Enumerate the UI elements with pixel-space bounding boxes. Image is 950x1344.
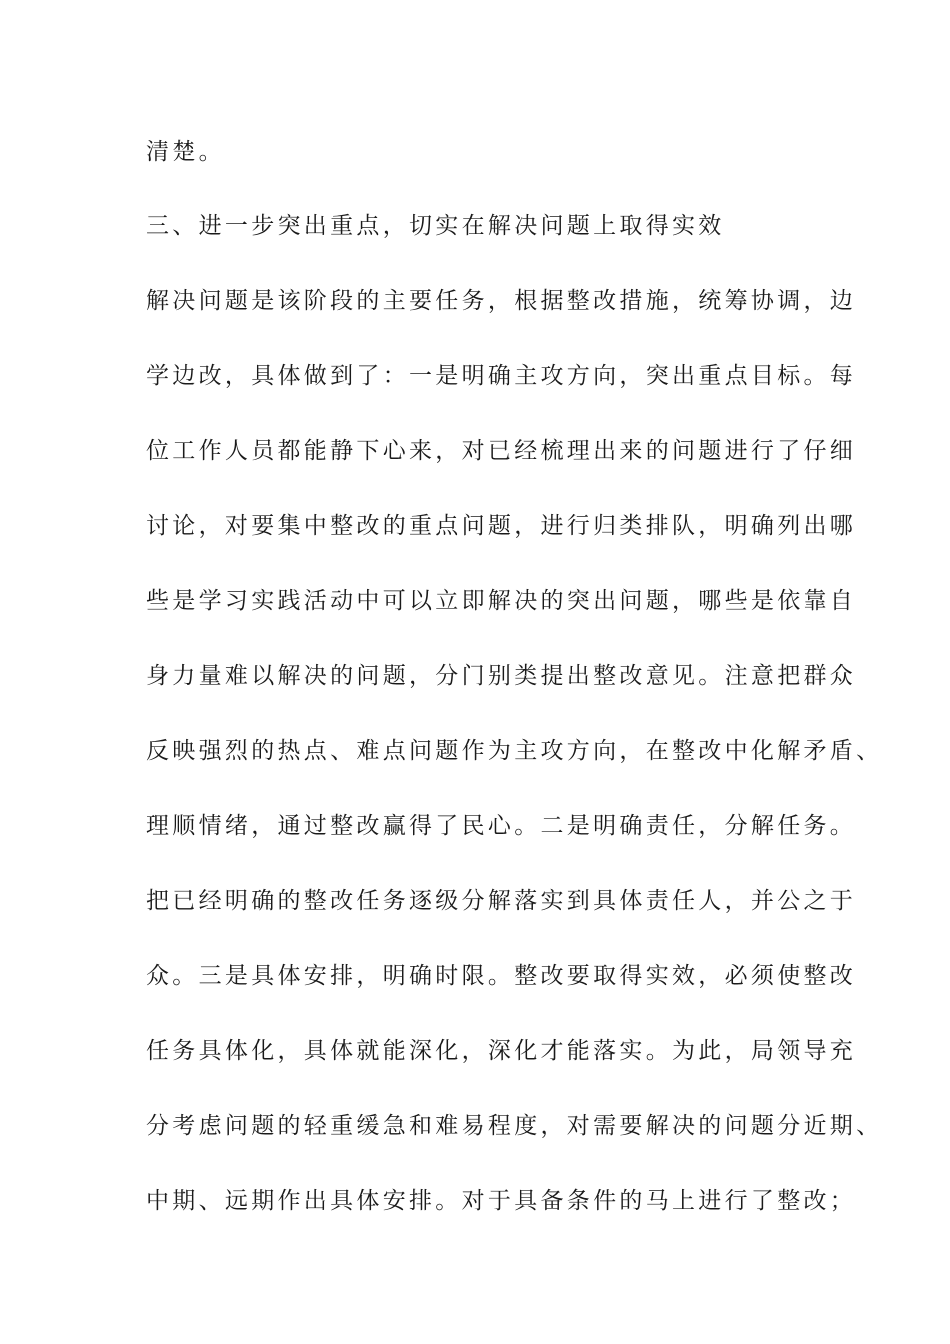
text-line: 把已经明确的整改任务逐级分解落实到具体责任人，并公之于 xyxy=(146,888,857,914)
text-line: 反映强烈的热点、难点问题作为主攻方向，在整改中化解矛盾、 xyxy=(146,738,883,764)
text-line: 解决问题是该阶段的主要任务，根据整改措施，统筹协调，边 xyxy=(146,288,857,314)
text-line: 分考虑问题的轻重缓急和难易程度，对需要解决的问题分近期、 xyxy=(146,1113,883,1139)
text-line: 讨论，对要集中整改的重点问题，进行归类排队，明确列出哪 xyxy=(146,513,857,539)
text-line: 学边改，具体做到了：一是明确主攻方向，突出重点目标。每 xyxy=(146,363,857,389)
text-line-closing: 清楚。 xyxy=(146,139,225,165)
text-line: 理顺情绪，通过整改赢得了民心。二是明确责任，分解任务。 xyxy=(146,813,857,839)
text-line: 身力量难以解决的问题，分门别类提出整改意见。注意把群众 xyxy=(146,663,857,689)
text-line: 些是学习实践活动中可以立即解决的突出问题，哪些是依靠自 xyxy=(146,588,857,614)
text-line: 中期、远期作出具体安排。对于具备条件的马上进行了整改； xyxy=(146,1188,857,1214)
text-line: 众。三是具体安排，明确时限。整改要取得实效，必须使整改 xyxy=(146,963,857,989)
text-line: 位工作人员都能静下心来，对已经梳理出来的问题进行了仔细 xyxy=(146,438,857,464)
section-heading: 三、进一步突出重点，切实在解决问题上取得实效 xyxy=(146,213,725,239)
text-line: 任务具体化，具体就能深化，深化才能落实。为此，局领导充 xyxy=(146,1038,857,1064)
